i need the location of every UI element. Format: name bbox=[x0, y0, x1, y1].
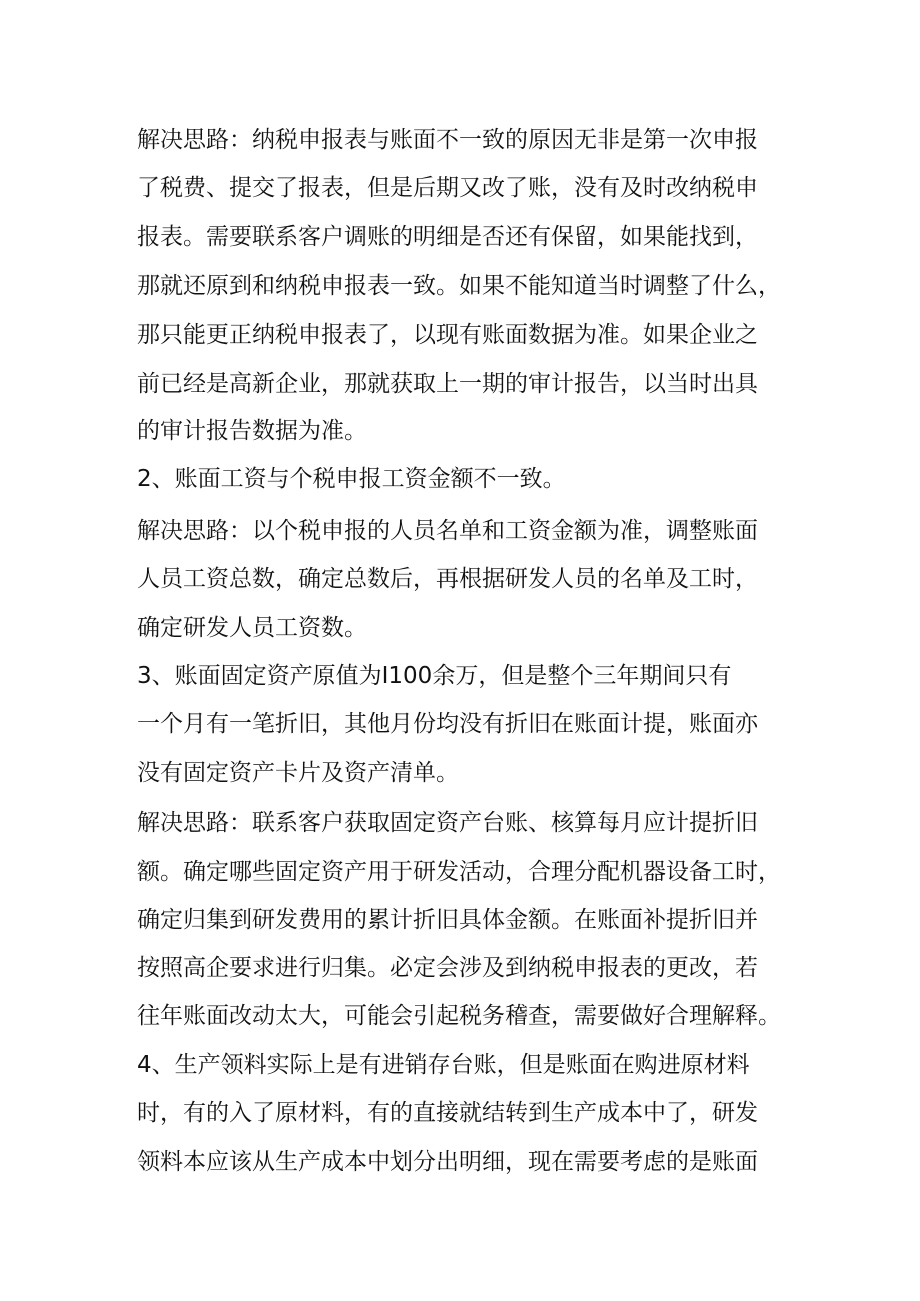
text-line: 时，有的入了原材料，有的直接就结转到生产成本中了，研发 bbox=[137, 1100, 758, 1126]
text-line: 确定研发人员工资数。 bbox=[137, 615, 367, 641]
text-line: 按照高企要求进行归集。必定会涉及到纳税申报表的更改，若 bbox=[137, 955, 758, 981]
text-line: 往年账面改动太大，可能会引起税务稽查，需要做好合理解释。 bbox=[137, 1003, 781, 1029]
text-line: 前已经是高新企业，那就获取上一期的审计报告，以当时出具 bbox=[137, 371, 758, 397]
text-line: 解决思路：联系客户获取固定资产台账、核算每月应计提折旧 bbox=[137, 810, 758, 836]
section-heading: 3、账面固定资产原值为I100余万，但是整个三年期间只有 bbox=[137, 663, 732, 689]
text-line: 领料本应该从生产成本中划分出明细，现在需要考虑的是账面 bbox=[137, 1149, 758, 1175]
text-line: 确定归集到研发费用的累计折旧具体金额。在账面补提折旧并 bbox=[137, 907, 758, 933]
text-line: 解决思路：以个税申报的人员名单和工资金额为准，调整账面 bbox=[137, 518, 758, 544]
section-heading: 2、账面工资与个税申报工资金额不一致。 bbox=[137, 466, 566, 492]
text-line: 那只能更正纳税申报表了，以现有账面数据为准。如果企业之 bbox=[137, 322, 758, 348]
text-line: 了税费、提交了报表，但是后期又改了账，没有及时改纳税申 bbox=[137, 175, 758, 201]
text-line: 人员工资总数，确定总数后，再根据研发人员的名单及工时， bbox=[137, 566, 758, 592]
section-heading: 4、生产领料实际上是有进销存台账，但是账面在购进原材料 bbox=[137, 1052, 750, 1078]
text-line: 解决思路：纳税申报表与账面不一致的原因无非是第一次申报 bbox=[137, 127, 758, 153]
text-line: 没有固定资产卡片及资产清单。 bbox=[137, 760, 459, 786]
text-line: 额。确定哪些固定资产用于研发活动，合理分配机器设备工时， bbox=[137, 859, 781, 885]
text-line: 一个月有一笔折旧，其他月份均没有折旧在账面计提，账面亦 bbox=[137, 711, 758, 737]
text-line: 那就还原到和纳税申报表一致。如果不能知道当时调整了什么， bbox=[137, 273, 781, 299]
text-line: 的审计报告数据为准。 bbox=[137, 418, 367, 444]
text-line: 报表。需要联系客户调账的明细是否还有保留，如果能找到， bbox=[137, 224, 758, 250]
